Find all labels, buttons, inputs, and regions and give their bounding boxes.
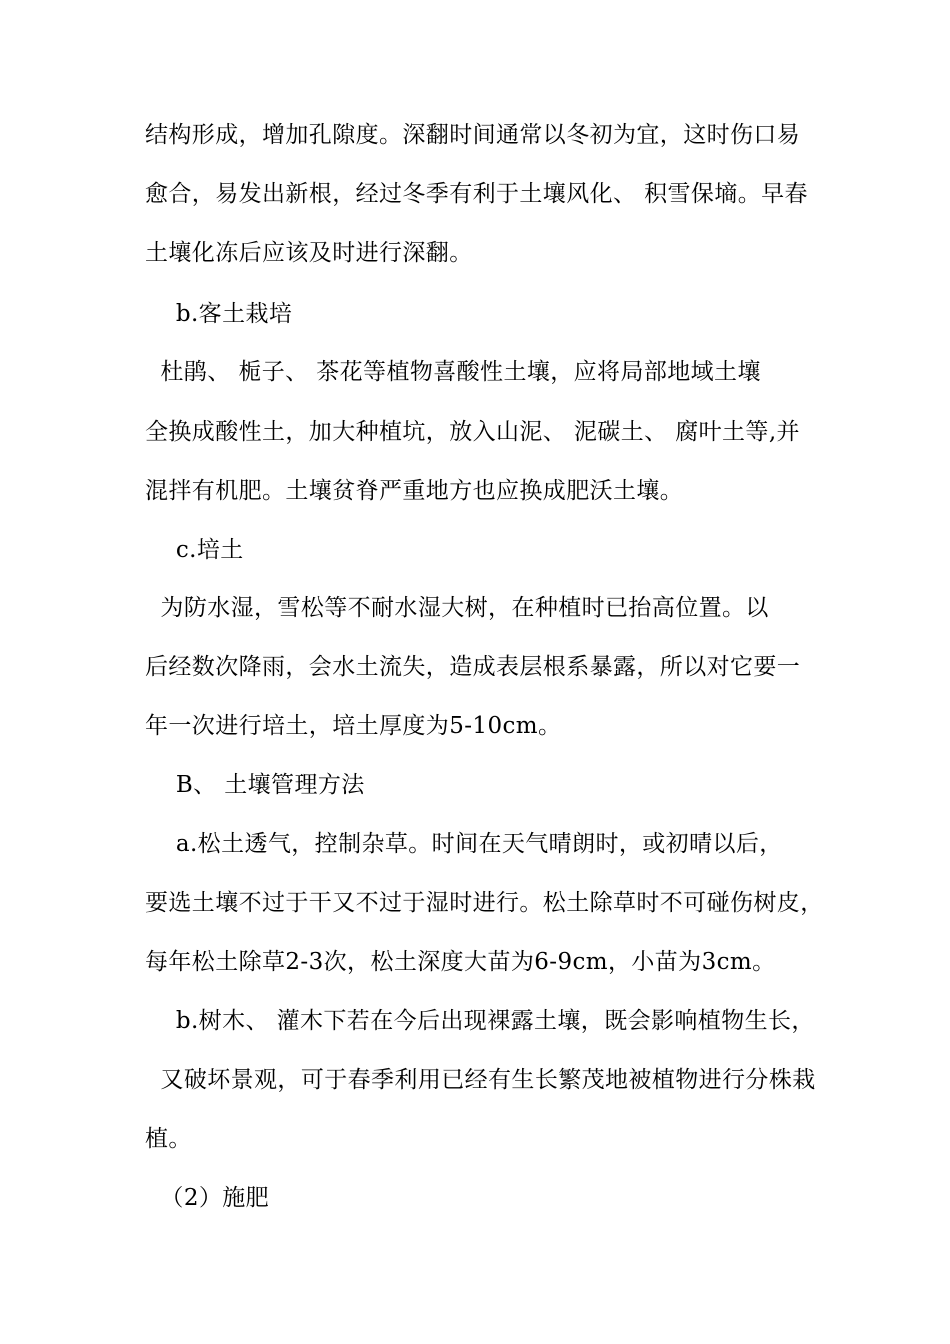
text-line: 土壤化冻后应该及时进行深翻。 bbox=[145, 240, 473, 266]
section-heading: B、 土壤管理方法 bbox=[145, 772, 365, 798]
section-heading: （2）施肥 bbox=[145, 1185, 270, 1211]
text-line: 愈合，易发出新根，经过冬季有利于土壤风化、 积雪保墒。早春 bbox=[145, 181, 808, 207]
text-line: 混拌有机肥。土壤贫脊严重地方也应换成肥沃土壤。 bbox=[145, 478, 684, 504]
text-line: 为防水湿，雪松等不耐水湿大树，在种植时已抬高位置。以 bbox=[145, 595, 769, 621]
text-line: b.树木、 灌木下若在今后出现裸露土壤，既会影响植物生长， bbox=[145, 1008, 815, 1034]
text-line: 植。 bbox=[145, 1126, 192, 1152]
section-heading: b.客土栽培 bbox=[145, 301, 293, 327]
text-line: 杜鹃、 栀子、 茶花等植物喜酸性土壤，应将局部地域土壤 bbox=[145, 359, 761, 385]
text-line: 又破坏景观，可于春季利用已经有生长繁茂地被植物进行分株栽 bbox=[145, 1067, 816, 1093]
text-line: a.松土透气，控制杂草。时间在天气晴朗时，或初晴以后， bbox=[145, 831, 783, 857]
text-line: 年一次进行培土，培土厚度为5-10cm。 bbox=[145, 713, 562, 739]
text-line: 全换成酸性土，加大种植坑，放入山泥、 泥碳土、 腐叶土等,并 bbox=[145, 419, 800, 445]
text-line: 结构形成，增加孔隙度。深翻时间通常以冬初为宜，这时伤口易 bbox=[145, 122, 801, 148]
text-line: 后经数次降雨，会水土流失，造成表层根系暴露，所以对它要一 bbox=[145, 654, 801, 680]
text-line: 要选土壤不过于干又不过于湿时进行。松土除草时不可碰伤树皮， bbox=[145, 890, 824, 916]
section-heading: c.培土 bbox=[145, 537, 244, 563]
text-line: 每年松土除草2-3次，松土深度大苗为6-9cm，小苗为3cm。 bbox=[145, 949, 776, 975]
